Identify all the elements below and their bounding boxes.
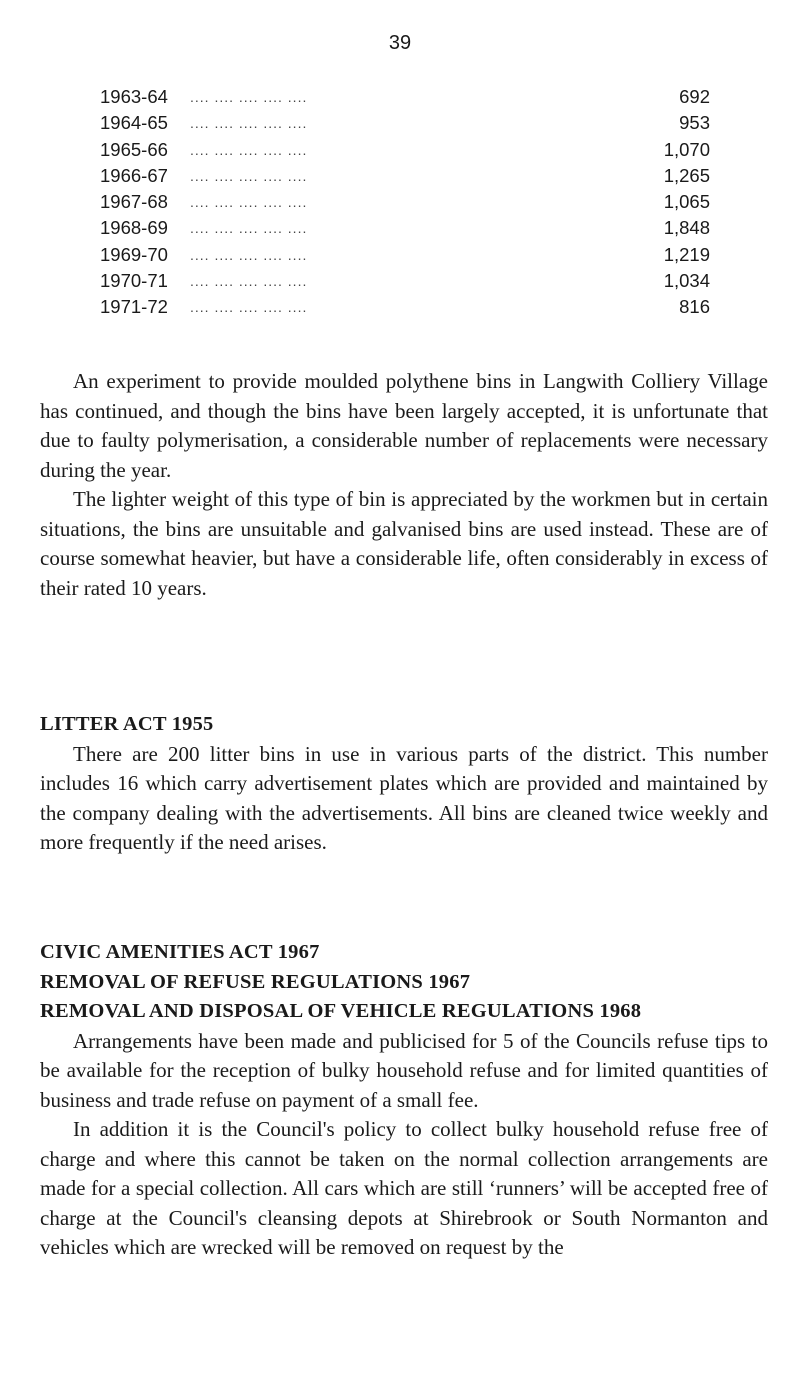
leader-dots: .... .... .... .... .... bbox=[190, 246, 308, 263]
table-row bbox=[100, 268, 710, 294]
table-row bbox=[100, 215, 710, 241]
value-cell: 816 bbox=[679, 296, 710, 318]
leader-dots: .... .... .... .... .... bbox=[190, 220, 308, 237]
section-heading: LITTER ACT 1955 bbox=[40, 713, 214, 735]
year-cell: 1965-66 bbox=[100, 138, 168, 160]
table-row bbox=[100, 137, 710, 163]
paragraph: The lighter weight of this type of bin is appreciated by the workmen but in certain situations, the bins are unsuitable and galvanised bins are used instead. These are of course somewhat heavier, but have a considerable life, often considerably in excess of their rated 10 years. bbox=[40, 487, 768, 600]
year-cell: 1970-71 bbox=[100, 270, 168, 292]
paragraph: In addition it is the Council's policy to collect bulky household refuse free of charge and where this cannot be taken on the normal collection arrangements are made for a special collection. All cars which are still ‘runners’ will be accepted free of charge at the Council's cleansing depots at Shirebrook or South Normanton and vehicles which are wrecked will be removed on request by the bbox=[40, 1117, 768, 1259]
table-row bbox=[100, 110, 710, 136]
value-cell: 1,265 bbox=[663, 164, 710, 186]
paragraph: An experiment to provide moulded polythene bins in Langwith Colliery Village has continued, and though the bins have been largely accepted, it is unfortunate that due to faulty polymerisation, a considerable number of replacements were necessary during the year. bbox=[40, 369, 768, 482]
year-cell: 1969-70 bbox=[100, 243, 168, 265]
year-cell: 1963-64 bbox=[100, 86, 168, 107]
bins-section bbox=[40, 367, 768, 603]
year-cell: 1966-67 bbox=[100, 164, 168, 186]
litter-section bbox=[40, 710, 768, 858]
paragraph: Arrangements have been made and publicised for 5 of the Councils refuse tips to be available for the reception of bulky household refuse and for limited quantities of business and trade refuse on payment of a small fee. bbox=[40, 1028, 768, 1112]
value-cell: 692 bbox=[679, 86, 710, 107]
table-row bbox=[100, 163, 710, 189]
leader-dots: .... .... .... .... .... bbox=[190, 194, 308, 211]
value-cell: 1,219 bbox=[663, 243, 710, 265]
year-cell: 1964-65 bbox=[100, 112, 168, 134]
year-cell: 1968-69 bbox=[100, 217, 168, 239]
leader-dots: .... .... .... .... .... bbox=[190, 89, 308, 105]
civic-section bbox=[40, 938, 768, 1263]
value-cell: 953 bbox=[679, 112, 710, 134]
leader-dots: .... .... .... .... .... bbox=[190, 115, 308, 132]
year-cell: 1967-68 bbox=[100, 191, 168, 213]
section-heading: REMOVAL OF REFUSE REGULATIONS 1967 bbox=[40, 970, 471, 993]
page-number: 39 bbox=[388, 32, 412, 54]
section-heading: REMOVAL AND DISPOSAL OF VEHICLE REGULATIONS 1968 bbox=[40, 1000, 642, 1022]
paragraph: There are 200 litter bins in use in various parts of the district. This number includes 16 which carry advertisement plates which are provided and maintained by the company dealing with the advertisements. All bins are cleaned twice weekly and more frequently if the need arises. bbox=[40, 741, 768, 854]
value-cell: 1,848 bbox=[663, 217, 710, 239]
value-cell: 1,034 bbox=[663, 270, 710, 292]
table-row bbox=[100, 294, 710, 320]
yearly-figures-table bbox=[100, 84, 710, 321]
section-heading: CIVIC AMENITIES ACT 1967 bbox=[40, 941, 320, 963]
leader-dots: .... .... .... .... .... bbox=[190, 141, 308, 158]
table-row bbox=[100, 242, 710, 268]
value-cell: 1,070 bbox=[663, 138, 710, 160]
leader-dots: .... .... .... .... .... bbox=[190, 273, 308, 290]
leader-dots: .... .... .... .... .... bbox=[190, 299, 308, 316]
table-row bbox=[100, 84, 710, 110]
year-cell: 1971-72 bbox=[100, 296, 168, 318]
value-cell: 1,065 bbox=[663, 191, 710, 213]
leader-dots: .... .... .... .... .... bbox=[190, 167, 308, 184]
table-row bbox=[100, 189, 710, 215]
